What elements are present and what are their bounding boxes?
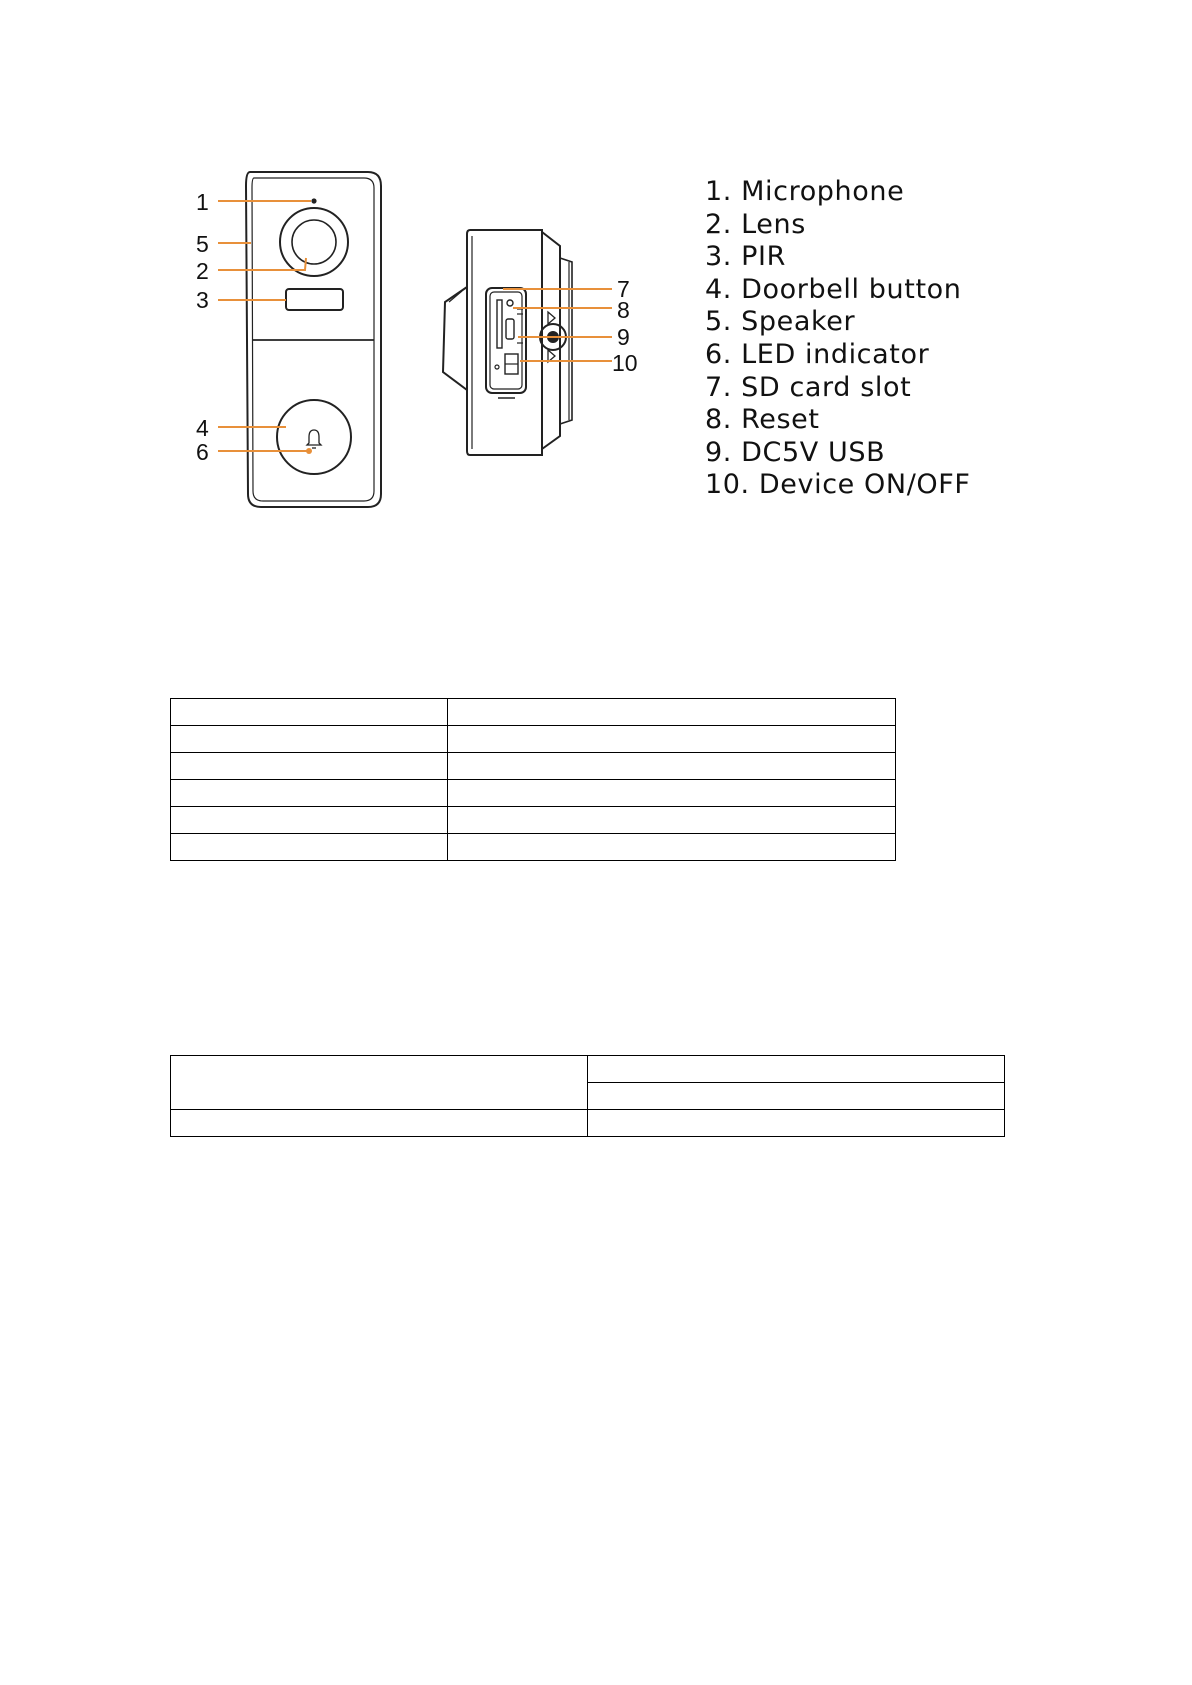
- callout-8: 8: [617, 297, 630, 323]
- legend-item: 6. LED indicator: [705, 338, 930, 370]
- front-view: [246, 172, 381, 507]
- table-row: [171, 726, 896, 753]
- table-cell: [171, 1056, 588, 1110]
- table-cell: [448, 807, 896, 834]
- table-cell: [171, 780, 448, 807]
- table-row: [171, 807, 896, 834]
- usb-port: [506, 319, 514, 339]
- legend-item: 5. Speaker: [705, 306, 856, 338]
- callout-5: 5: [196, 231, 209, 257]
- front-callout-labels: [196, 189, 209, 465]
- ports-panel: [486, 288, 526, 393]
- legend-item: 1. Microphone: [705, 176, 905, 207]
- table-cell: [171, 726, 448, 753]
- sd-card-slot: [497, 300, 502, 348]
- table-cell: [171, 753, 448, 780]
- table-cell: [171, 807, 448, 834]
- table-row: [171, 1110, 1005, 1137]
- table-row: [171, 780, 896, 807]
- table-row: [171, 699, 896, 726]
- table-cell: [448, 753, 896, 780]
- legend-item: 10. Device ON/OFF: [705, 469, 971, 501]
- side-body: [467, 230, 542, 455]
- front-leaders: [218, 201, 311, 451]
- spec-table-2: [170, 1055, 1005, 1137]
- reset-hole: [507, 300, 513, 306]
- bell-icon: [307, 430, 321, 445]
- side-callout-labels: [612, 276, 638, 376]
- table-cell: [448, 780, 896, 807]
- pir-sensor: [286, 289, 343, 310]
- legend-item: 2. Lens: [705, 208, 806, 240]
- table-row: [171, 753, 896, 780]
- table-cell: [588, 1083, 1005, 1110]
- callout-1: 1: [196, 189, 209, 215]
- table-cell: [171, 834, 448, 861]
- doorbell-button: [277, 400, 351, 474]
- callout-4: 4: [196, 415, 209, 441]
- lens-inner-ring: [292, 220, 336, 264]
- legend-item: 4. Doorbell button: [705, 273, 962, 305]
- callout-10: 10: [612, 350, 638, 376]
- table-cell: [448, 726, 896, 753]
- table-cell: [448, 699, 896, 726]
- led-indicator: [306, 448, 312, 454]
- table-cell: [171, 699, 448, 726]
- side-view: [443, 230, 572, 455]
- side-lens-protrusion: [443, 287, 467, 390]
- legend-item: 7. SD card slot: [705, 371, 912, 403]
- lens-outer-ring: [280, 208, 348, 276]
- spec-table-1: [170, 698, 896, 861]
- table-row: [171, 1056, 1005, 1083]
- parts-legend: [705, 176, 971, 502]
- legend-item: 9. DC5V USB: [705, 436, 886, 468]
- callout-6: 6: [196, 439, 209, 465]
- table-cell: [171, 1110, 588, 1137]
- callout-7: 7: [617, 276, 630, 302]
- doorbell-diagram: [0, 0, 1192, 560]
- microphone-hole: [311, 198, 316, 203]
- callout-3: 3: [196, 287, 209, 313]
- table-cell: [588, 1110, 1005, 1137]
- table-row: [171, 834, 896, 861]
- table-cell: [588, 1056, 1005, 1083]
- callout-9: 9: [617, 324, 630, 350]
- legend-item: 8. Reset: [705, 404, 820, 436]
- callout-2: 2: [196, 258, 209, 284]
- legend-item: 3. PIR: [705, 241, 786, 273]
- table-cell: [448, 834, 896, 861]
